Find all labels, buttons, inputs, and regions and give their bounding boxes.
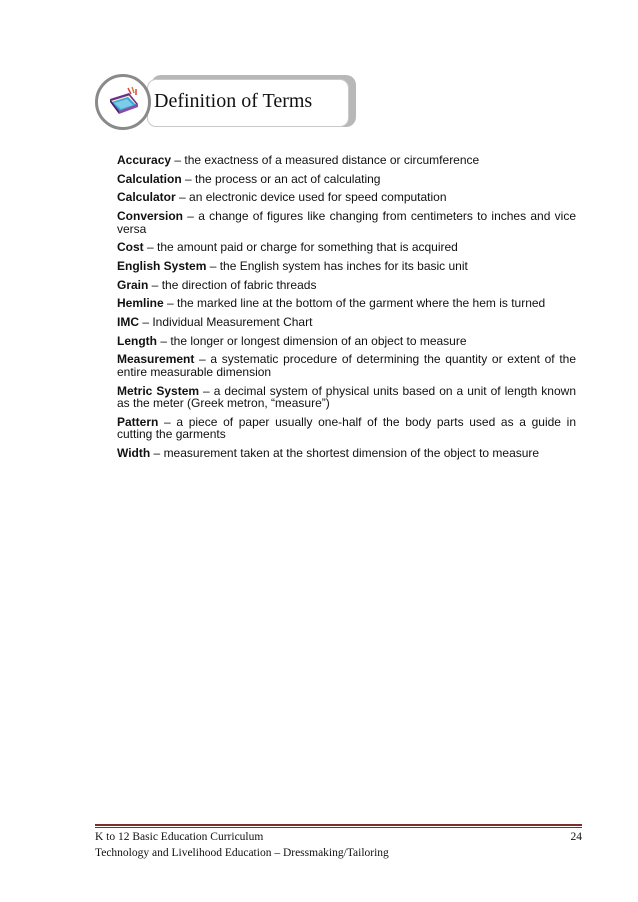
definition-term: Metric System xyxy=(117,383,200,398)
page-number: 24 xyxy=(570,831,582,843)
definition-separator: – xyxy=(206,258,220,273)
definition-item xyxy=(117,241,576,254)
definition-separator: – xyxy=(181,171,196,186)
definition-term: Width xyxy=(117,445,151,460)
definition-term: Length xyxy=(117,333,157,348)
definition-text: Individual Measurement Chart xyxy=(152,315,313,329)
section-title: Definition of Terms xyxy=(154,90,313,112)
definitions-list xyxy=(117,154,576,466)
definition-item xyxy=(117,416,576,441)
definition-separator: – xyxy=(157,333,171,348)
definition-item xyxy=(117,210,576,235)
definition-item xyxy=(117,191,576,204)
definition-term: Conversion xyxy=(117,209,184,224)
definition-separator: – xyxy=(148,277,162,292)
definition-separator: – xyxy=(139,315,153,329)
definition-item xyxy=(117,447,576,460)
definition-separator: – xyxy=(163,296,178,311)
definition-item xyxy=(117,335,576,348)
definition-item xyxy=(117,353,576,378)
definition-term: Pattern xyxy=(117,414,159,429)
definition-term: English System xyxy=(117,258,207,273)
footer-subject: Technology and Livelihood Education – Dressmaking/Tailoring xyxy=(95,847,389,859)
definition-text: the exactness of a measured distance or circumference xyxy=(184,153,480,167)
definition-item xyxy=(117,279,576,292)
footer-rule-thin xyxy=(95,827,582,828)
definition-text: a piece of paper usually one-half of the body parts used as a guide in cutting the garments xyxy=(117,414,576,442)
definition-text: measurement taken at the shortest dimension of the object to measure xyxy=(163,445,540,460)
definition-term: Hemline xyxy=(117,296,164,311)
definition-separator: – xyxy=(199,383,214,398)
banner-icon-circle xyxy=(95,74,151,130)
footer-rule xyxy=(95,824,582,826)
definition-separator: – xyxy=(175,190,190,205)
footer-curriculum: K to 12 Basic Education Curriculum xyxy=(95,831,264,843)
definition-text: the direction of fabric threads xyxy=(161,277,317,292)
definition-text: the longer or longest dimension of an object to measure xyxy=(170,333,467,348)
definition-item xyxy=(117,154,576,167)
definition-term: Measurement xyxy=(117,352,195,367)
definition-separator: – xyxy=(194,352,211,367)
definition-term: Calculator xyxy=(117,190,176,205)
definition-separator: – xyxy=(171,153,185,167)
definition-text: the English system has inches for its basic unit xyxy=(219,258,468,273)
definition-text: a systematic procedure of determining the quantity or extent of the entire measurable dimension xyxy=(117,352,576,379)
definition-text: a change of figures like changing from centimeters to inches and vice versa xyxy=(117,209,576,236)
book-icon xyxy=(107,85,141,119)
definition-term: Cost xyxy=(117,240,144,255)
definition-term: Accuracy xyxy=(117,153,172,167)
definition-item xyxy=(117,297,576,310)
definition-text: an electronic device used for speed computation xyxy=(189,190,447,205)
definition-item xyxy=(117,385,576,410)
definition-text: the process or an act of calculating xyxy=(195,171,381,186)
definition-separator: – xyxy=(183,209,199,224)
definition-item xyxy=(117,173,576,186)
definition-separator: – xyxy=(150,445,164,460)
definition-term: Grain xyxy=(117,277,149,292)
section-banner xyxy=(95,71,360,133)
definition-separator: – xyxy=(158,414,177,429)
definition-text: a decimal system of physical units based on a unit of length known as the meter (Greek metron, “measure”) xyxy=(117,383,576,411)
definition-text: the marked line at the bottom of the garment where the hem is turned xyxy=(177,296,546,311)
definition-separator: – xyxy=(143,240,158,255)
definition-term: IMC xyxy=(117,315,139,329)
definition-item xyxy=(117,316,576,329)
definition-item xyxy=(117,260,576,273)
definition-term: Calculation xyxy=(117,171,182,186)
definition-text: the amount paid or charge for something that is acquired xyxy=(157,240,458,255)
